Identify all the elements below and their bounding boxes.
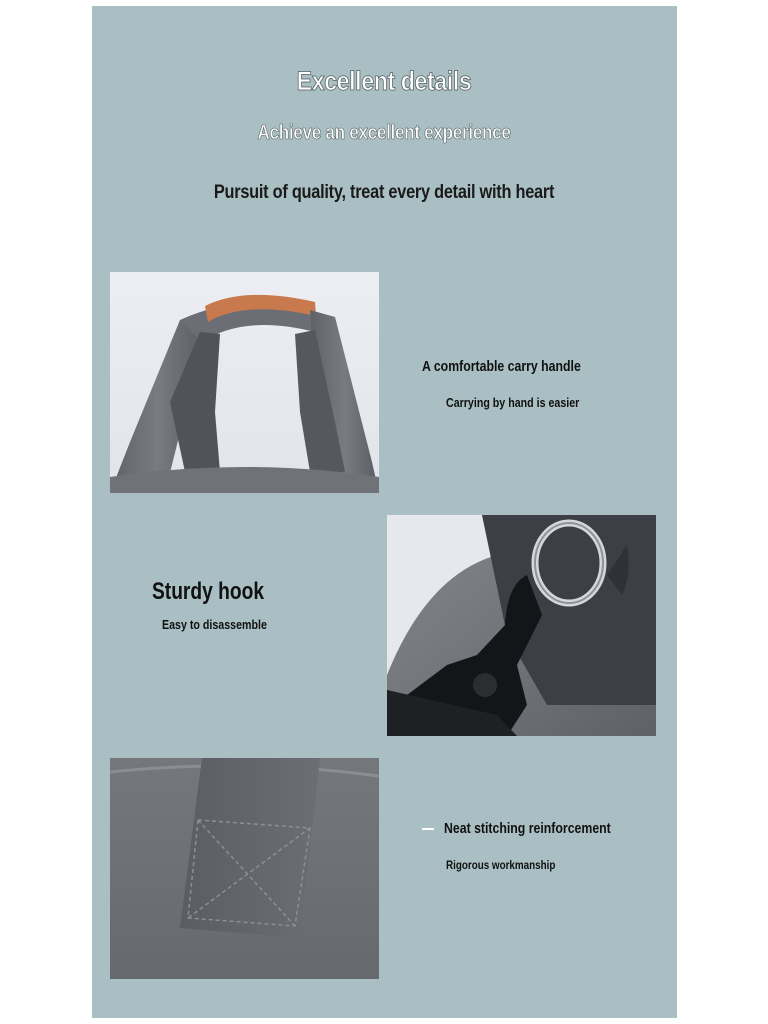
feature-2-heading: Sturdy hook <box>152 578 265 605</box>
feature-2-text: Easy to disassemble <box>162 617 267 632</box>
stitching-photo <box>110 758 379 979</box>
page-title: Excellent details <box>296 66 472 96</box>
dash-icon <box>422 828 434 830</box>
carry-handle-photo <box>110 272 379 493</box>
page-subtitle: Achieve an excellent experience <box>257 122 511 144</box>
feature-3-heading: Neat stitching reinforcement <box>444 820 611 837</box>
page-tagline: Pursuit of quality, treat every detail with heart <box>213 182 555 203</box>
feature-1-text: Carrying by hand is easier <box>446 395 580 410</box>
sturdy-hook-photo <box>387 515 656 736</box>
feature-3-text: Rigorous workmanship <box>446 858 556 872</box>
feature-1-heading: A comfortable carry handle <box>422 358 581 375</box>
